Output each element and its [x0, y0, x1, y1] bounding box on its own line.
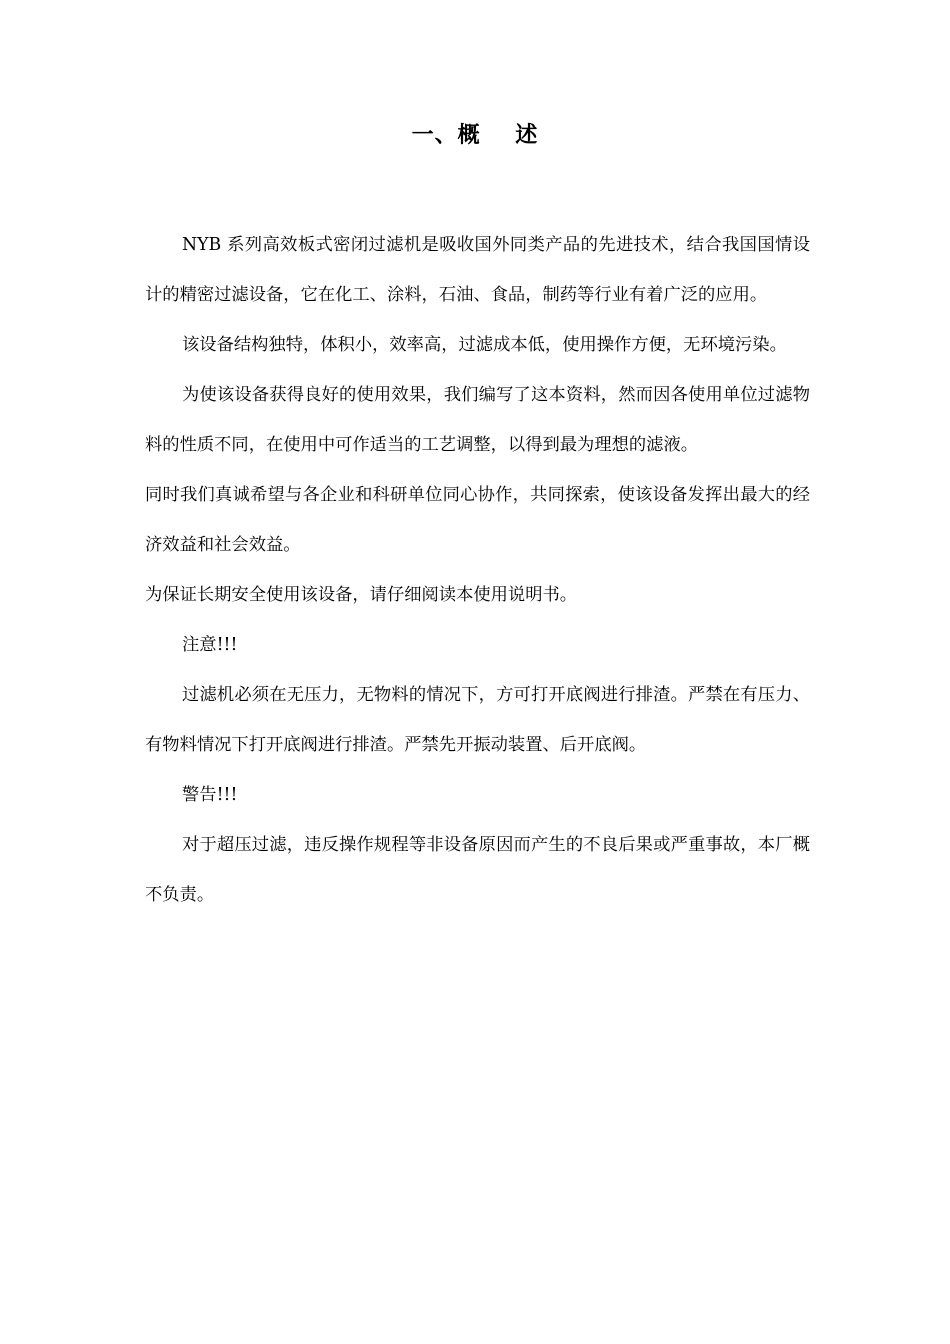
paragraph-features: 该设备结构独特，体积小，效率高，过滤成本低，使用操作方便，无环境污染。	[182, 335, 787, 355]
paragraph-notice: 过滤机必须在无压力，无物料的情况下，方可打开底阀进行排渣。严禁在有压力、有物料情况下打开底阀进行排渣。严禁先开振动装置、后开底阀。	[145, 685, 810, 755]
document-body	[145, 220, 810, 920]
paragraph-warning: 对于超压过滤，违反操作规程等非设备原因而产生的不良后果或严重事故，本厂概不负责。	[145, 835, 810, 905]
paragraph-read-manual: 为保证长期安全使用该设备，请仔细阅读本使用说明书。	[145, 585, 578, 605]
paragraph-intro: NYB 系列高效板式密闭过滤机是吸收国外同类产品的先进技术，结合我国国情设计的精密过滤设备，它在化工、涂料，石油、食品，制药等行业有着广泛的应用。	[145, 235, 810, 305]
paragraph-cooperation: 同时我们真诚希望与各企业和科研单位同心协作，共同探索，使该设备发挥出最大的经济效益和社会效益。	[145, 485, 810, 555]
warning-heading: 警告!!!	[182, 785, 238, 805]
paragraph-usage: 为使该设备获得良好的使用效果，我们编写了这本资料，然而因各使用单位过滤物料的性质不同，在使用中可作适当的工艺调整，以得到最为理想的滤液。	[145, 385, 810, 455]
page-title: 一、概 述	[411, 123, 539, 148]
notice-heading: 注意!!!	[182, 635, 238, 655]
